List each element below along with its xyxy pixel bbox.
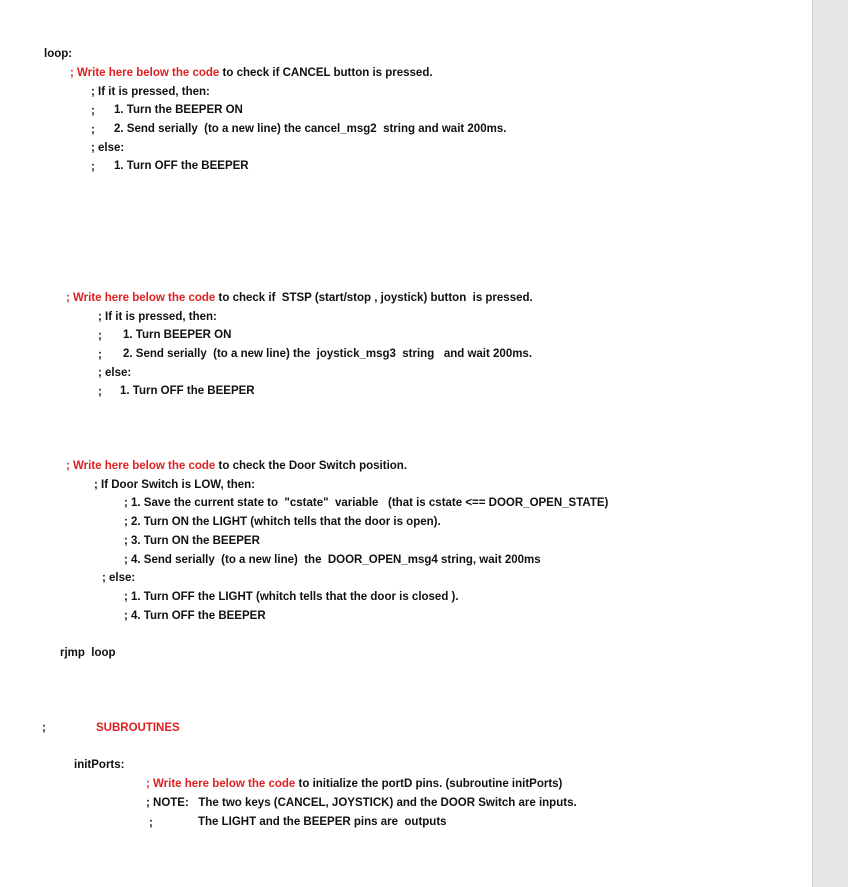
stsp-else-line: ; else:: [98, 367, 132, 379]
initports-comment-highlight: ; Write here below the code: [146, 778, 296, 790]
stsp-step1-semicolon: ;: [98, 330, 102, 342]
loop-label: loop:: [44, 48, 73, 60]
door-else-step2: ; 4. Turn OFF the BEEPER: [124, 610, 266, 622]
cancel-comment-rest: to check if CANCEL button is pressed.: [219, 67, 433, 79]
stsp-comment: [66, 291, 533, 305]
right-gutter: [812, 0, 848, 887]
cancel-step2-semicolon: ;: [91, 124, 95, 136]
stsp-step3: 1. Turn OFF the BEEPER: [120, 385, 255, 397]
stsp-step1: 1. Turn BEEPER ON: [123, 329, 232, 341]
initports-note: ; NOTE: The two keys (CANCEL, JOYSTICK) and the DOOR Switch are inputs.: [146, 797, 577, 809]
cancel-if-line: ; If it is pressed, then:: [91, 86, 210, 98]
door-comment-highlight: ; Write here below the code: [66, 460, 216, 472]
cancel-step1: 1. Turn the BEEPER ON: [114, 104, 243, 116]
door-step3: ; 3. Turn ON the BEEPER: [124, 535, 260, 547]
initports-comment-rest: to initialize the portD pins. (subroutine initPorts): [295, 778, 563, 790]
door-step1: ; 1. Save the current state to "cstate" variable (that is cstate <== DOOR_OPEN_STATE): [124, 497, 609, 509]
subroutines-semicolon: ;: [42, 722, 46, 734]
initports-note2-semicolon: ;: [149, 817, 153, 829]
cancel-step3: 1. Turn OFF the BEEPER: [114, 160, 249, 172]
door-else-step1: ; 1. Turn OFF the LIGHT (whitch tells that the door is closed ).: [124, 591, 459, 603]
cancel-else-line: ; else:: [91, 142, 125, 154]
initports-note2: The LIGHT and the BEEPER pins are outputs: [198, 816, 447, 828]
stsp-comment-rest: to check if STSP (start/stop , joystick) button is pressed.: [215, 292, 533, 304]
door-step2: ; 2. Turn ON the LIGHT (whitch tells that the door is open).: [124, 516, 441, 528]
stsp-if-line: ; If it is pressed, then:: [98, 311, 217, 323]
cancel-step3-semicolon: ;: [91, 161, 95, 173]
cancel-step1-semicolon: ;: [91, 105, 95, 117]
rjmp-line: rjmp loop: [60, 647, 116, 659]
subroutines-heading: SUBROUTINES: [96, 722, 180, 734]
door-if-line: ; If Door Switch is LOW, then:: [94, 479, 255, 491]
cancel-comment: [70, 66, 433, 80]
door-step4: ; 4. Send serially (to a new line) the DOOR_OPEN_msg4 string, wait 200ms: [124, 554, 541, 566]
door-else-line: ; else:: [102, 572, 136, 584]
initports-label: initPorts:: [74, 759, 125, 771]
stsp-step3-semicolon: ;: [98, 386, 102, 398]
cancel-comment-highlight: ; Write here below the code: [70, 67, 220, 79]
stsp-step2-semicolon: ;: [98, 349, 102, 361]
stsp-step2: 2. Send serially (to a new line) the joystick_msg3 string and wait 200ms.: [123, 348, 533, 360]
cancel-step2: 2. Send serially (to a new line) the cancel_msg2 string and wait 200ms.: [114, 123, 507, 135]
stsp-comment-highlight: ; Write here below the code: [66, 292, 216, 304]
door-comment-rest: to check the Door Switch position.: [215, 460, 408, 472]
initports-comment: [146, 777, 562, 791]
door-comment: [66, 459, 407, 473]
